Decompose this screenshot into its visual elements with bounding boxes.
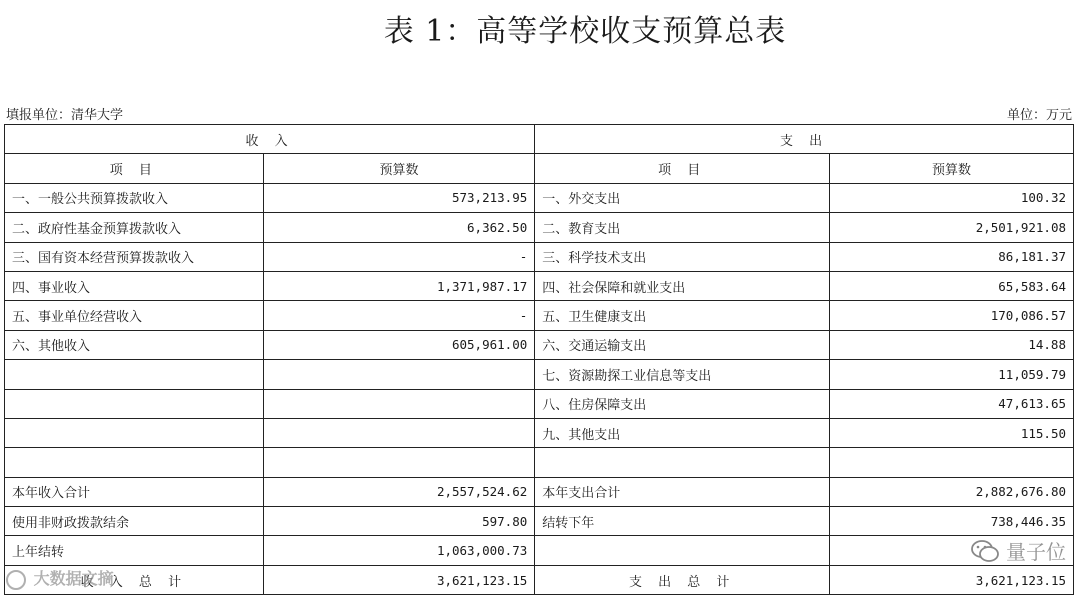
income-item-cell: 二、政府性基金预算拨款收入	[5, 213, 264, 242]
expense-amount-cell: 2,882,676.80	[830, 477, 1074, 506]
expense-item-cell: 六、交通运输支出	[535, 330, 830, 359]
income-total-amount: 3,621,123.15	[263, 565, 535, 594]
income-amount-header: 预算数	[263, 154, 535, 183]
income-item-cell: 三、国有资本经营预算拨款收入	[5, 242, 264, 271]
currency-unit: 单位：万元	[1006, 108, 1072, 123]
expense-item-cell: 三、科学技术支出	[535, 242, 830, 271]
income-item-cell	[5, 418, 264, 447]
income-amount-cell: 597.80	[263, 507, 535, 536]
totals-row	[5, 565, 1074, 594]
wechat-icon	[970, 538, 1000, 564]
income-item-cell	[5, 389, 264, 418]
income-amount-cell: 6,362.50	[263, 213, 535, 242]
income-item-header: 项 目	[5, 154, 264, 183]
income-amount-cell: -	[263, 242, 535, 271]
expense-amount-cell: 170,086.57	[830, 301, 1074, 330]
reporting-unit: 填报单位：清华大学	[6, 108, 124, 123]
income-item-cell: 五、事业单位经营收入	[5, 301, 264, 330]
expense-amount-cell: 738,446.35	[830, 507, 1074, 536]
table-row	[5, 418, 1074, 447]
income-amount-cell	[263, 448, 535, 477]
table-row	[5, 536, 1074, 565]
table-row	[5, 301, 1074, 330]
expense-amount-cell: 115.50	[830, 418, 1074, 447]
table-row	[5, 271, 1074, 300]
expense-section-header: 支 出	[535, 125, 1074, 154]
income-amount-cell: 573,213.95	[263, 183, 535, 212]
table-row	[5, 330, 1074, 359]
income-total-label: 收 入 总 计	[5, 565, 264, 594]
income-amount-cell	[263, 360, 535, 389]
expense-item-cell	[535, 448, 830, 477]
expense-item-cell	[535, 536, 830, 565]
expense-amount-cell: 100.32	[830, 183, 1074, 212]
expense-item-cell: 本年支出合计	[535, 477, 830, 506]
expense-amount-cell: 14.88	[830, 330, 1074, 359]
table-row	[5, 507, 1074, 536]
expense-total-label: 支 出 总 计	[535, 565, 830, 594]
expense-item-cell: 四、社会保障和就业支出	[535, 271, 830, 300]
column-header-row	[5, 154, 1074, 183]
expense-item-cell: 结转下年	[535, 507, 830, 536]
table-row	[5, 448, 1074, 477]
income-item-cell	[5, 448, 264, 477]
income-amount-cell: 2,557,524.62	[263, 477, 535, 506]
expense-item-cell: 七、资源勘探工业信息等支出	[535, 360, 830, 389]
expense-item-header: 项 目	[535, 154, 830, 183]
expense-item-cell: 九、其他支出	[535, 418, 830, 447]
expense-amount-cell: 2,501,921.08	[830, 213, 1074, 242]
income-item-cell: 使用非财政拨款结余	[5, 507, 264, 536]
income-amount-cell: 1,063,000.73	[263, 536, 535, 565]
expense-item-cell: 八、住房保障支出	[535, 389, 830, 418]
table-row	[5, 360, 1074, 389]
expense-amount-cell: 65,583.64	[830, 271, 1074, 300]
income-item-cell	[5, 360, 264, 389]
expense-item-cell: 二、教育支出	[535, 213, 830, 242]
expense-total-amount: 3,621,123.15	[830, 565, 1074, 594]
expense-amount-cell: 47,613.65	[830, 389, 1074, 418]
table-row	[5, 183, 1074, 212]
expense-item-cell: 五、卫生健康支出	[535, 301, 830, 330]
income-item-cell: 一、一般公共预算拨款收入	[5, 183, 264, 212]
income-item-cell: 上年结转	[5, 536, 264, 565]
page-title: 表 1：高等学校收支预算总表	[383, 14, 787, 49]
expense-item-cell: 一、外交支出	[535, 183, 830, 212]
expense-amount-header: 预算数	[830, 154, 1074, 183]
budget-table	[4, 124, 1074, 595]
expense-amount-cell	[830, 448, 1074, 477]
watermark-left	[6, 566, 114, 590]
weibo-logo-icon	[6, 570, 26, 590]
income-item-cell: 本年收入合计	[5, 477, 264, 506]
income-amount-cell: 1,371,987.17	[263, 271, 535, 300]
expense-amount-cell: 86,181.37	[830, 242, 1074, 271]
income-section-header: 收 入	[5, 125, 535, 154]
income-item-cell: 四、事业收入	[5, 271, 264, 300]
income-amount-cell	[263, 389, 535, 418]
watermark-right-text: 量子位	[1006, 540, 1066, 564]
income-amount-cell: -	[263, 301, 535, 330]
section-header-row	[5, 125, 1074, 154]
watermark-left-text: 大数据文摘	[33, 569, 114, 588]
income-amount-cell: 605,961.00	[263, 330, 535, 359]
table-row	[5, 242, 1074, 271]
table-row	[5, 477, 1074, 506]
income-item-cell: 六、其他收入	[5, 330, 264, 359]
expense-amount-cell: 11,059.79	[830, 360, 1074, 389]
table-row	[5, 213, 1074, 242]
income-amount-cell	[263, 418, 535, 447]
table-row	[5, 389, 1074, 418]
watermark-right	[970, 536, 1066, 565]
